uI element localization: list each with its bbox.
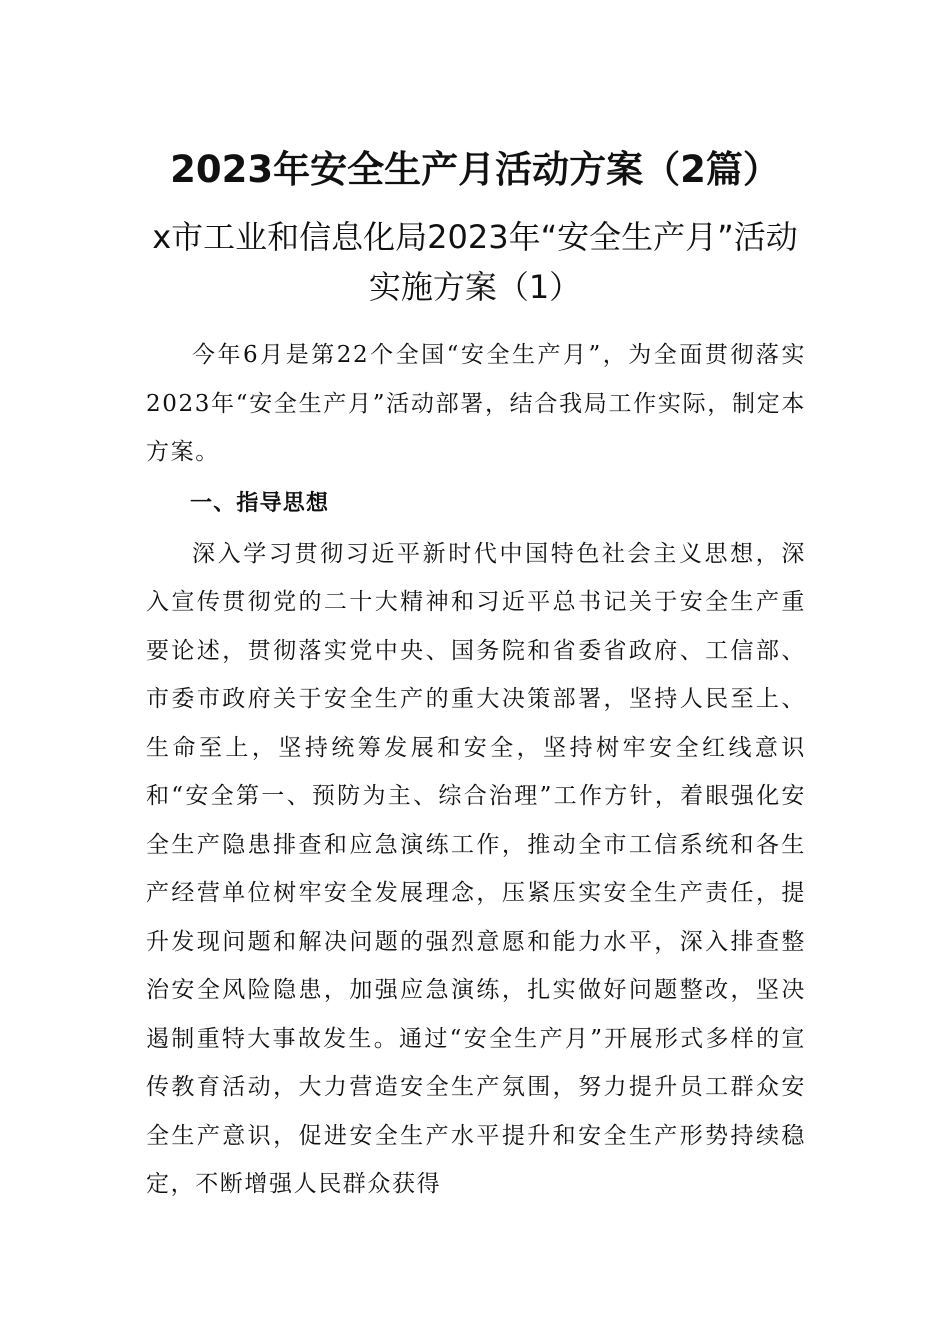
document-title: 2023年安全生产月活动方案（2篇） bbox=[170, 148, 780, 191]
intro-paragraph: 今年6月是第22个全国“安全生产月”，为全面贯彻落实2023年“安全生产月”活动部署，结合我局工作实际，制定本方案。 bbox=[146, 342, 806, 465]
section-heading-guiding-ideology: 一、指导思想 bbox=[190, 490, 330, 516]
guiding-ideology-paragraph: 深入学习贯彻习近平新时代中国特色社会主义思想，深入宣传贯彻党的二十大精神和习近平总书记关于安全生产重要论述，贯彻落实党中央、国务院和省委省政府、工信部、市委市政府关于安全生产的重大决策部署，坚持人民至上、生命至上，坚持统筹发展和安全，坚持树牢安全红线意识和“安全第一、预防为主、综合治理”工作方针，着眼强化安全生产隐患排查和应急演练工作，推动全市工信系统和各生产经营单位树牢安全发展理念，压紧压实安全生产责任，提升发现问题和解决问题的强烈意愿和能力水平，深入排查整治安全风险隐患，加强应急演练，扎实做好问题整改，坚决遏制重特大事故发生。通过“安全生产月”开展形式多样的宣传教育活动，大力营造安全生产氛围，努力提升员工群众安全生产意识，促进安全生产水平提升和安全生产形势持续稳定，不断增强人民群众获得 bbox=[146, 540, 806, 1197]
document-body bbox=[146, 327, 806, 1209]
document-subtitle: x市工业和信息化局2023年“安全生产月”活动实施方案（1） bbox=[152, 218, 798, 306]
